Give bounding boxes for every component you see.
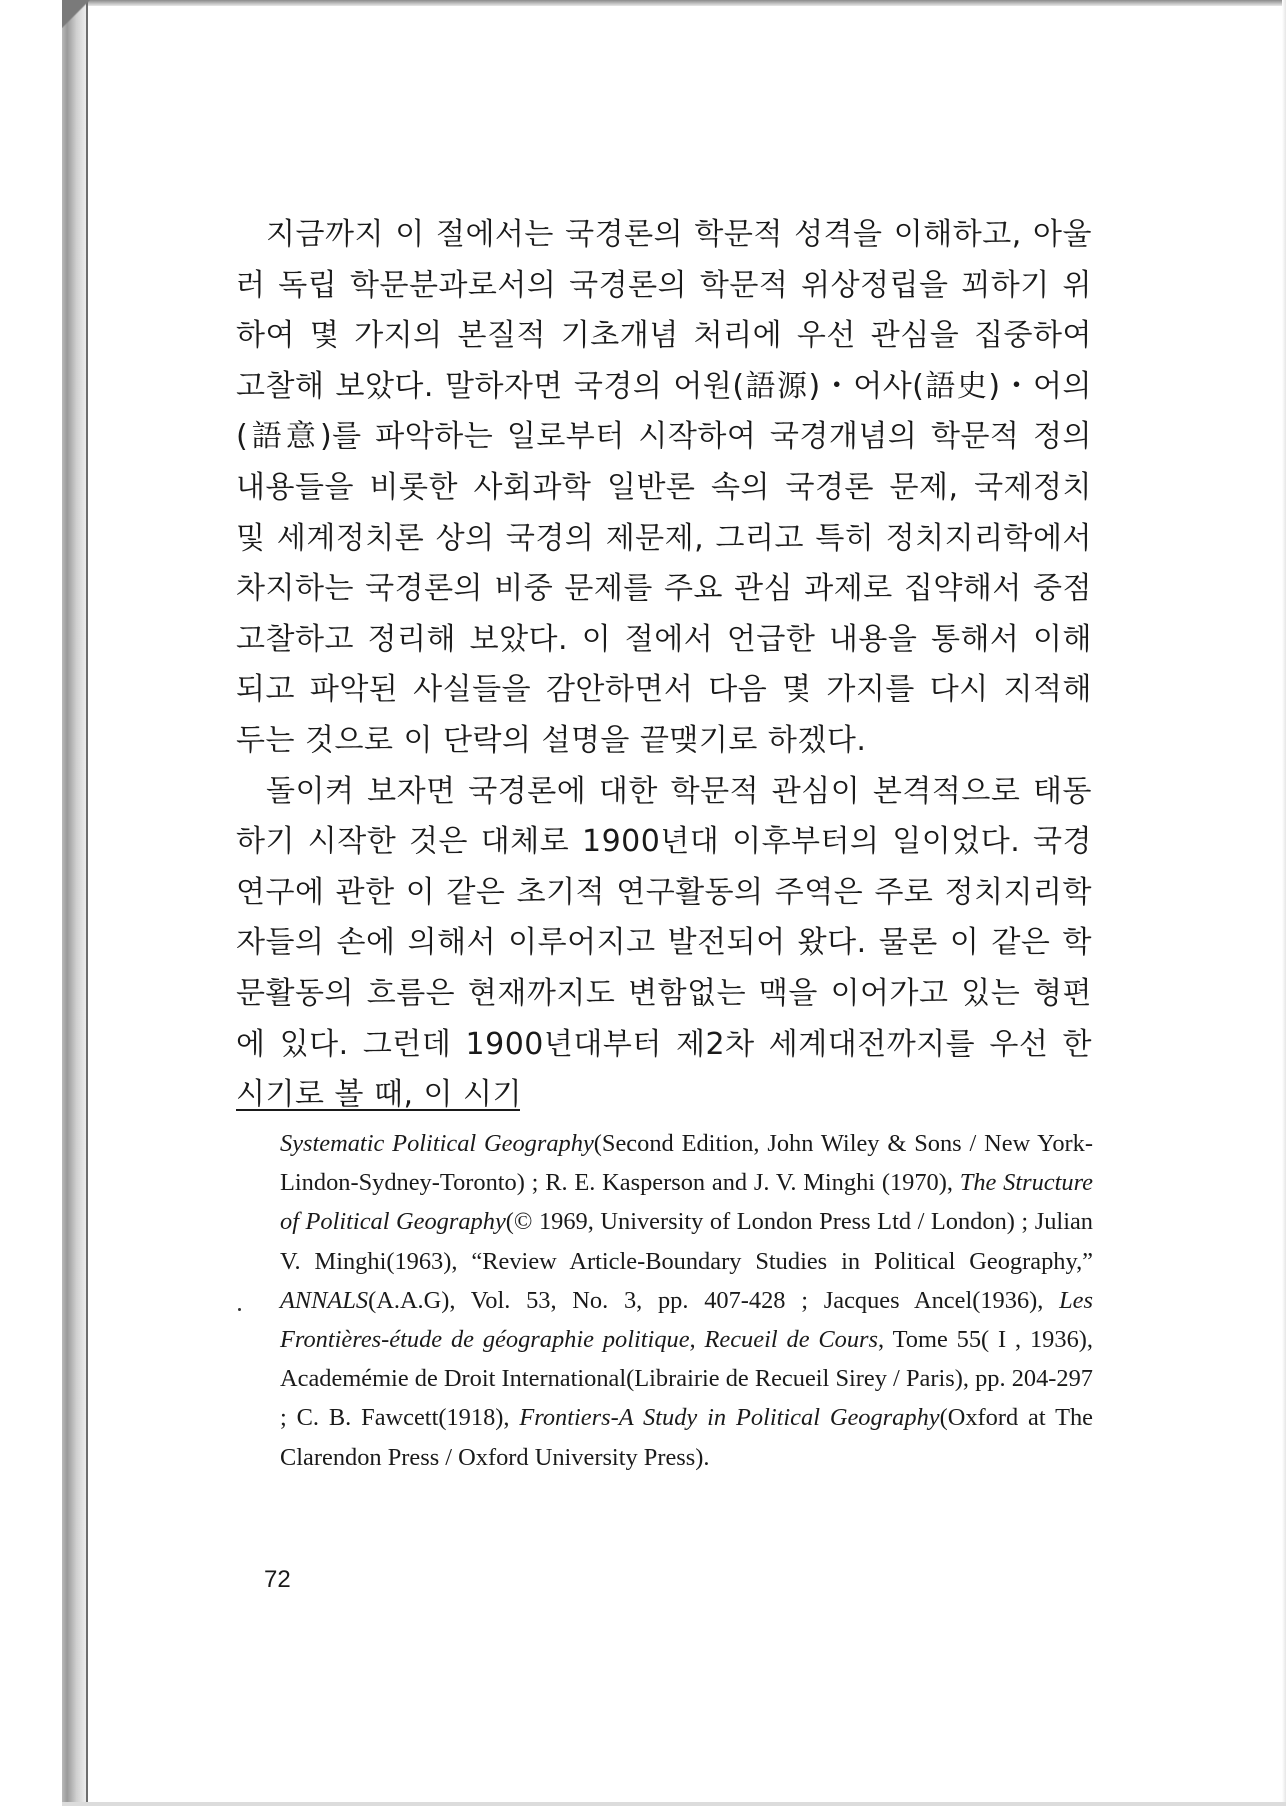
- footnote-title-frontiers: Frontiers-A Study in Political Geography: [519, 1404, 940, 1432]
- page-number: 72: [264, 1566, 291, 1593]
- footnote-title-systematic: Systematic Political Geography: [280, 1130, 594, 1157]
- footnote-text-5: (Oxford at The Clarendon Press / Oxford University Press).: [280, 1404, 1093, 1471]
- page-corner-fold: [62, 0, 90, 28]
- footnote-title-structure: The Structure of Political Geography: [280, 1169, 1093, 1236]
- footnote-separator: [236, 1109, 520, 1111]
- page-right-edge: [1282, 0, 1286, 1806]
- footnote: [280, 1124, 1093, 1477]
- footnote-text-2: (© 1969, University of London Press Ltd / London) ; Julian V. Minghi(1963), “Review Article-Boundary Studies in Political Geography,”: [280, 1208, 1093, 1275]
- footnote-title-annals: ANNALS: [280, 1286, 369, 1314]
- page-binding-edge: [62, 0, 88, 1806]
- body-paragraph-1: 지금까지 이 절에서는 국경론의 학문적 성격을 이해하고, 아울러 독립 학문분과로서의 국경론의 학문적 위상정립을 꾀하기 위하여 몇 가지의 본질적 기초개념 처리에 우선 관심을 집중하여 고찰해 보았다. 말하자면 국경의 어원(語源)・어사(語史)・어의(語意)를 파악하는 일로부터 시작하여 국경개념의 학문적 정의 내용들을 비롯한 사회과학 일반론 속의 국경론 문제, 국제정치 및 세계정치론 상의 국경의 제문제, 그리고 특히 정치지리학에서 차지하는 국경론의 비중 문제를 주요 관심 과제로 집약해서 중점 고찰하고 정리해 보았다. 이 절에서 언급한 내용을 통해서 이해되고 파악된 사실들을 감안하면서 다음 몇 가지를 다시 지적해 두는 것으로 이 단락의 설명을 끝맺기로 하겠다.: [236, 217, 1092, 758]
- page-binding-line: [86, 0, 88, 1806]
- footnote-text-4: , Tome 55( I , 1936), Academémie de Droit International(Librairie de Recueil Sirey / Paris), pp. 204-297 ; C. B. Fawcett(1918),: [280, 1326, 1093, 1432]
- footnote-text-3: (A.A.G), Vol. 53, No. 3, pp. 407-428 ; Jacques Ancel(1936),: [368, 1286, 1060, 1314]
- footnote-text-1: (Second Edition, John Wiley & Sons / New York-Lindon-Sydney-Toronto) ; R. E. Kasperson and J. V. Minghi (1970),: [280, 1130, 1093, 1197]
- page-top-edge: [62, 0, 1286, 6]
- footnote-title-frontieres: Les Frontières-étude de géographie politique, Recueil de Cours: [280, 1286, 1093, 1354]
- body-text: [236, 210, 1092, 1121]
- page-bottom-edge: [62, 1802, 1286, 1806]
- body-paragraph-2: 돌이켜 보자면 국경론에 대한 학문적 관심이 본격적으로 태동하기 시작한 것은 대체로 1900년대 이후부터의 일이었다. 국경연구에 관한 이 같은 초기적 연구활동의 주역은 주로 정치지리학자들의 손에 의해서 이루어지고 발전되어 왔다. 물론 이 같은 학문활동의 흐름은 현재까지도 변함없는 맥을 이어가고 있는 형편에 있다. 그런데 1900년대부터 제2차 세계대전까지를 우선 한 시기로 볼 때, 이 시기: [236, 773, 1092, 1113]
- stray-dot-mark: [238, 1308, 241, 1311]
